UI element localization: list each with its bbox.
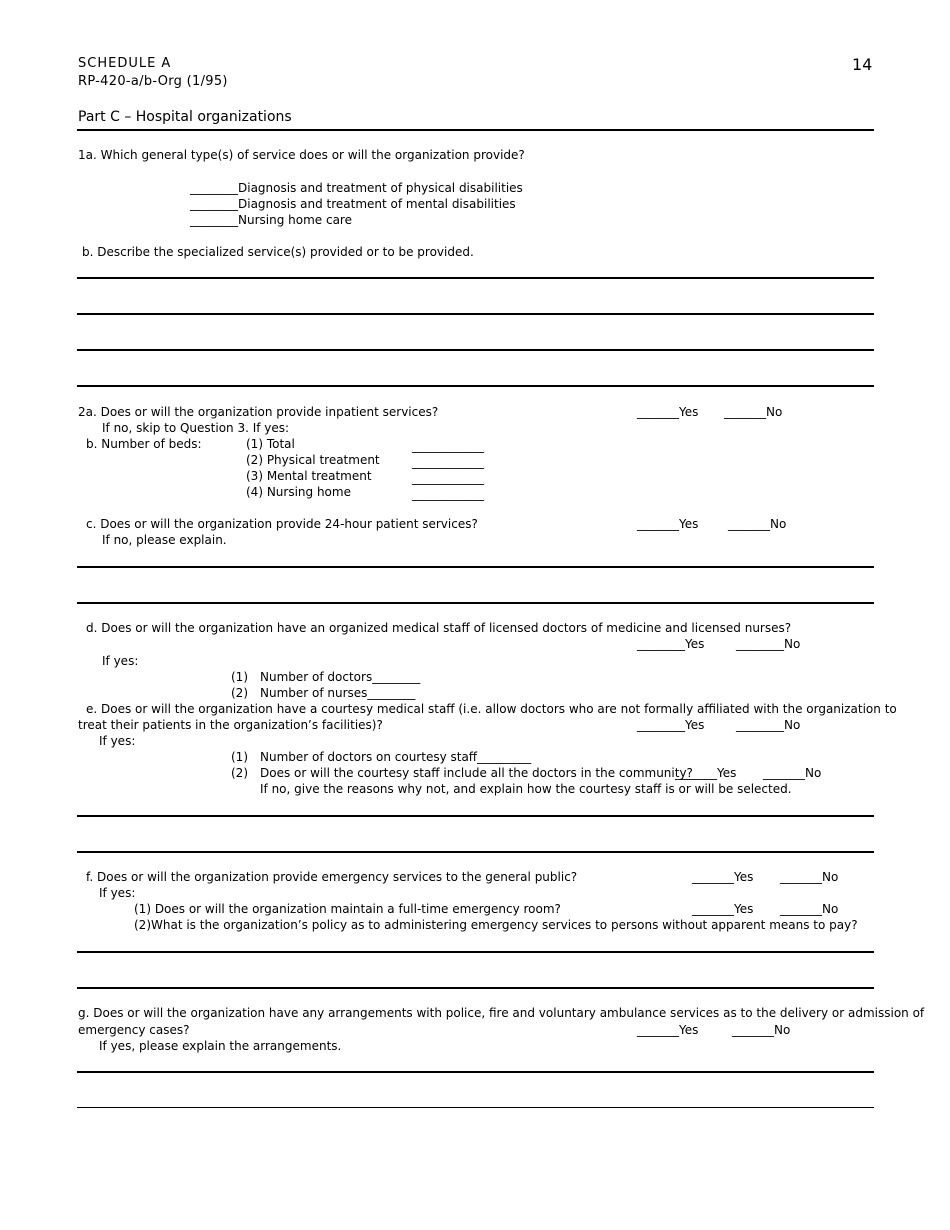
q1a-question: 1a. Which general type(s) of service does or will the organization provide? bbox=[78, 148, 525, 162]
q2b-blank-nursing[interactable]: ____________ bbox=[412, 487, 484, 501]
q2c-answer-line-1[interactable] bbox=[77, 566, 874, 568]
schedule-label: SCHEDULE A bbox=[78, 56, 172, 71]
q2g-answer-line-1[interactable] bbox=[77, 1071, 874, 1073]
q2e-question-line-1: e. Does or will the organization have a courtesy medical staff (i.e. allow doctors who are not formally affiliated with the organization to bbox=[86, 702, 897, 716]
q2d-question: d. Does or will the organization have an organized medical staff of licensed doctors of medicine and licensed nurses? bbox=[86, 621, 792, 635]
q1b-answer-line-2[interactable] bbox=[77, 313, 874, 315]
q2c-yes[interactable]: _______Yes bbox=[637, 517, 699, 531]
q2f-answer-line-1[interactable] bbox=[77, 951, 874, 953]
q2e-sub2-num: (2) bbox=[231, 766, 248, 780]
q2f-sub1-question: (1) Does or will the organization maintain a full-time emergency room? bbox=[134, 902, 561, 916]
q2f-question: f. Does or will the organization provide emergency services to the general public? bbox=[86, 870, 578, 884]
part-title-rule bbox=[77, 129, 874, 131]
q2b-blank-mental[interactable]: ____________ bbox=[412, 471, 484, 485]
q2f-yes[interactable]: _______Yes bbox=[692, 870, 754, 884]
form-id: RP-420-a/b-Org (1/95) bbox=[78, 74, 228, 89]
q2b-blank-total[interactable]: ____________ bbox=[412, 439, 484, 453]
q2f-answer-line-2[interactable] bbox=[77, 987, 874, 989]
q2b-label: b. Number of beds: bbox=[86, 437, 202, 451]
q2e-yes[interactable]: ________Yes bbox=[637, 718, 705, 732]
q2c-question: c. Does or will the organization provide 24-hour patient services? bbox=[86, 517, 478, 531]
q2c-note: If no, please explain. bbox=[102, 533, 227, 547]
q2a-note: If no, skip to Question 3. If yes: bbox=[102, 421, 290, 435]
q2g-note: If yes, please explain the arrangements. bbox=[99, 1039, 342, 1053]
q2b-item-total: (1) Total bbox=[246, 437, 295, 451]
q2e-courtesy-doctors-field[interactable]: Number of doctors on courtesy staff_________ bbox=[260, 750, 532, 764]
q2g-answer-line-2[interactable] bbox=[77, 1107, 874, 1108]
q2e-sub2-question: Does or will the courtesy staff include all the doctors in the community? bbox=[260, 766, 693, 780]
q2e-sub2-yes[interactable]: _______Yes bbox=[675, 766, 737, 780]
q2f-sub2-question: (2)What is the organization’s policy as to administering emergency services to persons without apparent means to pay? bbox=[134, 918, 858, 932]
q2e-sub2-note: If no, give the reasons why not, and explain how the courtesy staff is or will be selected. bbox=[260, 782, 792, 796]
q2e-sub1-num: (1) bbox=[231, 750, 248, 764]
q1b-answer-line-3[interactable] bbox=[77, 349, 874, 351]
part-title: Part C – Hospital organizations bbox=[78, 109, 292, 125]
q2f-sub1-no[interactable]: _______No bbox=[780, 902, 839, 916]
q2e-answer-line-1[interactable] bbox=[77, 815, 874, 817]
q2b-blank-physical[interactable]: ____________ bbox=[412, 455, 484, 469]
q2g-question-line-2: emergency cases? bbox=[78, 1023, 190, 1037]
q2b-item-physical: (2) Physical treatment bbox=[246, 453, 380, 467]
q2e-answer-line-2[interactable] bbox=[77, 851, 874, 853]
q2e-no[interactable]: ________No bbox=[736, 718, 801, 732]
q2f-no[interactable]: _______No bbox=[780, 870, 839, 884]
q2b-item-mental: (3) Mental treatment bbox=[246, 469, 372, 483]
q2a-yes[interactable]: _______Yes bbox=[637, 405, 699, 419]
q1a-option-physical[interactable]: ________Diagnosis and treatment of physical disabilities bbox=[190, 181, 523, 195]
q1a-option-nursing[interactable]: ________Nursing home care bbox=[190, 213, 352, 227]
q2g-question-line-1: g. Does or will the organization have any arrangements with police, fire and voluntary ambulance services as to the delivery or admission of bbox=[78, 1006, 925, 1020]
q2d-sub2-num: (2) bbox=[231, 686, 248, 700]
q1a-option-mental[interactable]: ________Diagnosis and treatment of mental disabilities bbox=[190, 197, 516, 211]
q2a-question: 2a. Does or will the organization provide inpatient services? bbox=[78, 405, 439, 419]
q2g-yes[interactable]: _______Yes bbox=[637, 1023, 699, 1037]
q2d-yes[interactable]: ________Yes bbox=[637, 637, 705, 651]
q2c-answer-line-2[interactable] bbox=[77, 602, 874, 604]
q2f-sub1-yes[interactable]: _______Yes bbox=[692, 902, 754, 916]
q2e-question-line-2: treat their patients in the organization’s facilities)? bbox=[78, 718, 383, 732]
q1b-question: b. Describe the specialized service(s) provided or to be provided. bbox=[82, 245, 474, 259]
q2b-item-nursing: (4) Nursing home bbox=[246, 485, 351, 499]
q2d-no[interactable]: ________No bbox=[736, 637, 801, 651]
q2d-nurses-field[interactable]: Number of nurses________ bbox=[260, 686, 416, 700]
q1b-answer-line-1[interactable] bbox=[77, 277, 874, 279]
q2e-sub2-no[interactable]: _______No bbox=[763, 766, 822, 780]
page-number: 14 bbox=[852, 55, 873, 74]
q2a-no[interactable]: _______No bbox=[724, 405, 783, 419]
q2g-no[interactable]: _______No bbox=[732, 1023, 791, 1037]
q2c-no[interactable]: _______No bbox=[728, 517, 787, 531]
q2f-if-yes: If yes: bbox=[99, 886, 136, 900]
q1b-answer-line-4[interactable] bbox=[77, 385, 874, 387]
q2d-sub1-num: (1) bbox=[231, 670, 248, 684]
q2e-if-yes: If yes: bbox=[99, 734, 136, 748]
q2d-if-yes: If yes: bbox=[102, 654, 139, 668]
q2d-doctors-field[interactable]: Number of doctors________ bbox=[260, 670, 421, 684]
